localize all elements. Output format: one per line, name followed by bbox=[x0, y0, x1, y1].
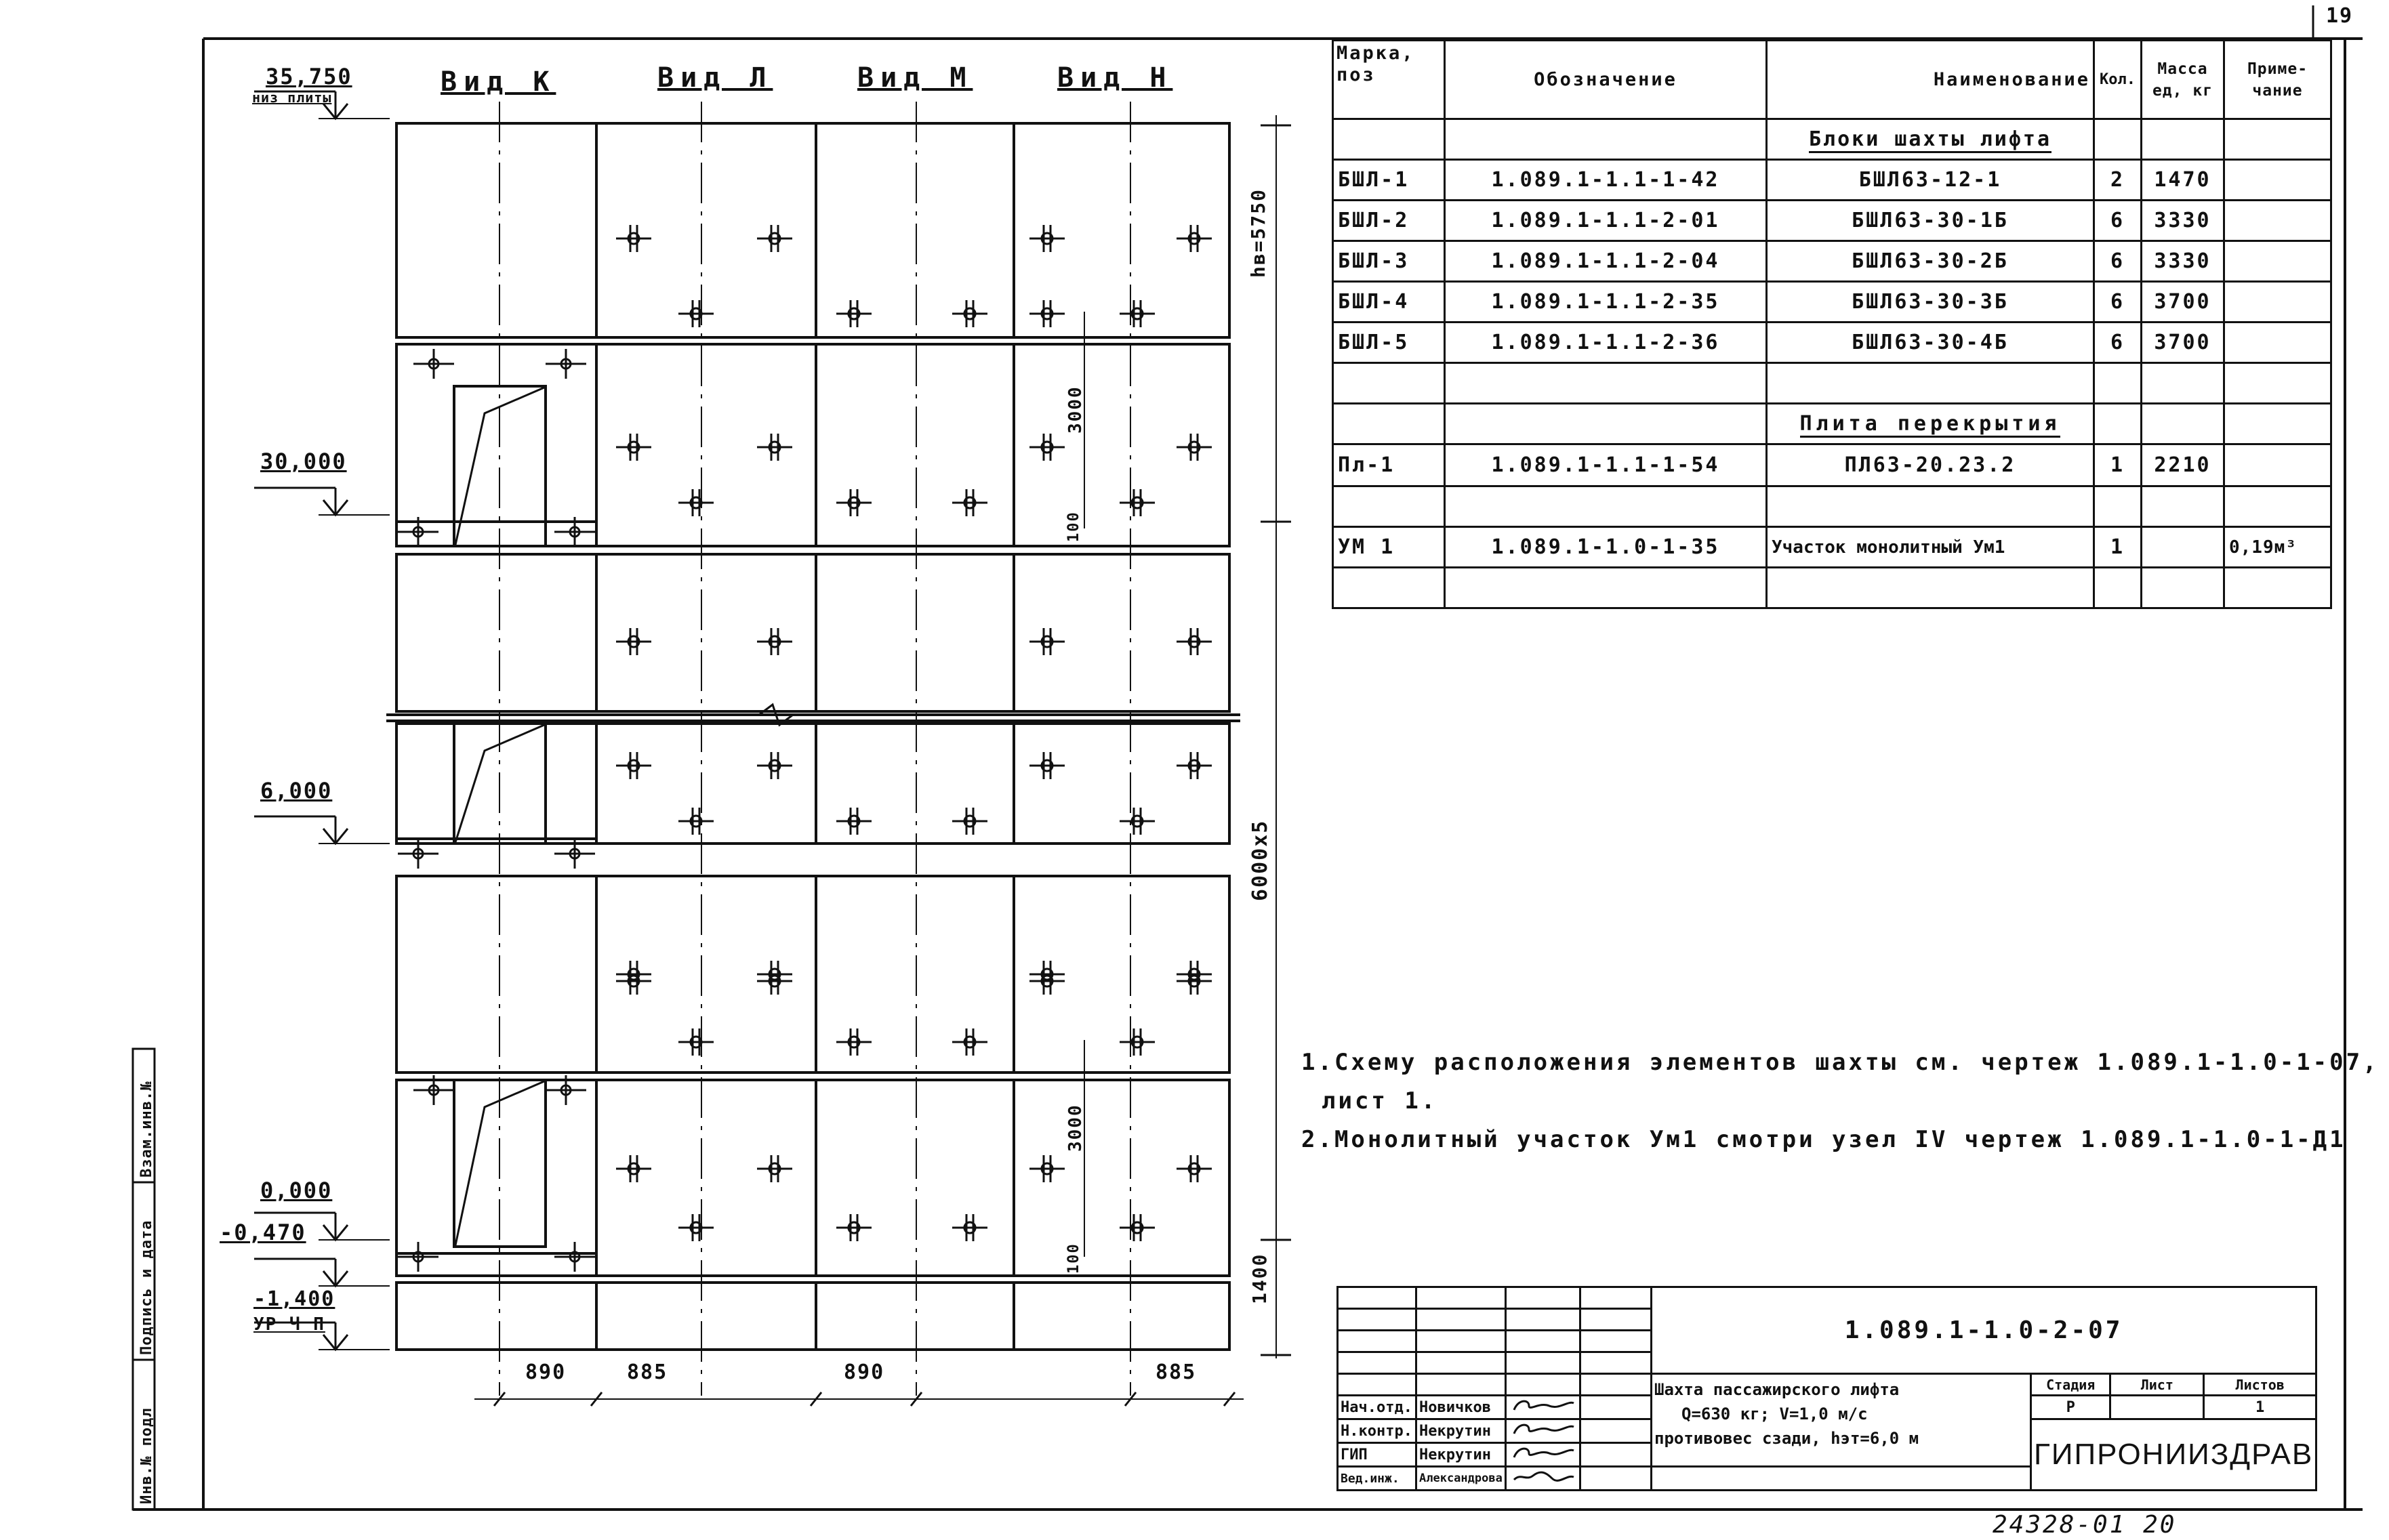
note-2: 2.Монолитный участок Ум1 смотри узел IV чертеж 1.089.1-1.0-1-Д1 bbox=[1301, 1126, 2346, 1153]
side-stamp-inv: Инв.№ подл bbox=[138, 1407, 155, 1504]
block-row bbox=[396, 344, 1229, 546]
anchor-symbol bbox=[836, 1214, 872, 1241]
row-name: ПЛ63-20.23.2 bbox=[1767, 444, 2094, 486]
embed-symbol bbox=[413, 349, 454, 379]
anchor-symbol bbox=[616, 752, 651, 779]
header-designation: Обозначение bbox=[1445, 41, 1767, 119]
anchor-symbol bbox=[616, 628, 651, 655]
row-qty: 2 bbox=[2094, 160, 2142, 201]
anchor-symbol bbox=[1177, 967, 1212, 995]
drawing-title bbox=[1652, 1374, 2031, 1467]
row-mark: Пл-1 bbox=[1333, 444, 1445, 486]
spec-row-bshl-5 bbox=[1333, 322, 2331, 363]
block-row bbox=[396, 876, 1229, 1073]
anchor-symbol bbox=[678, 300, 714, 327]
spec-row-pl-1 bbox=[1333, 444, 2331, 486]
elevation-30: 30,000 bbox=[260, 449, 347, 474]
anchor-symbol bbox=[1029, 752, 1065, 779]
anchor-symbol bbox=[1029, 628, 1065, 655]
row-qty: 1 bbox=[2094, 444, 2142, 486]
elevation-marker bbox=[254, 488, 390, 515]
dim-100-upper: 100 bbox=[1065, 511, 1082, 542]
block-row bbox=[396, 554, 1229, 711]
spec-row-bshl-1 bbox=[1333, 160, 2331, 201]
row-mass bbox=[2142, 527, 2224, 568]
sheets-value: 1 bbox=[2204, 1396, 2316, 1419]
anchor-symbol bbox=[836, 300, 872, 327]
archive-number: 24328-01 20 bbox=[1993, 1511, 2177, 1539]
spec-empty-row bbox=[1333, 568, 2331, 608]
stage-value: Р bbox=[2031, 1396, 2110, 1419]
view-label-l: Вид Л bbox=[657, 62, 773, 93]
anchor-symbol bbox=[952, 808, 987, 835]
dim-3000-lower: 3000 bbox=[1065, 1104, 1086, 1152]
row-mark: БШЛ-3 bbox=[1333, 241, 1445, 282]
role-3: ГИП bbox=[1338, 1443, 1416, 1467]
row-mass: 3700 bbox=[2142, 322, 2224, 363]
view-label-k: Вид К bbox=[441, 66, 556, 98]
anchor-symbol bbox=[1177, 1155, 1212, 1182]
elevation-top-note: низ плиты bbox=[252, 89, 332, 106]
signature-2 bbox=[1509, 1420, 1576, 1438]
side-stamp-sign: Подпись и дата bbox=[138, 1220, 155, 1355]
row-note bbox=[2224, 241, 2331, 282]
signature-1 bbox=[1509, 1396, 1576, 1414]
anchor-symbol bbox=[1120, 808, 1155, 835]
header-mark: Марка, поз bbox=[1333, 41, 1445, 119]
title-line-3: противовес сзади, hэт=6,0 м bbox=[1654, 1429, 1919, 1448]
row-mark: БШЛ-5 bbox=[1333, 322, 1445, 363]
row-name: БШЛ63-30-1Б bbox=[1767, 201, 2094, 241]
anchor-symbol bbox=[757, 225, 792, 252]
specification-table bbox=[1332, 39, 2332, 609]
block-row bbox=[396, 123, 1229, 337]
block-row bbox=[396, 724, 1229, 844]
anchor-symbol bbox=[952, 489, 987, 516]
anchor-symbol bbox=[616, 967, 651, 995]
side-stamp-replace: Взам.инв.№ bbox=[138, 1081, 155, 1178]
row-designation: 1.089.1-1.1-1-42 bbox=[1445, 160, 1767, 201]
name-4: Александрова bbox=[1416, 1467, 1506, 1491]
row-note bbox=[2224, 322, 2331, 363]
elevation-047: -0,470 bbox=[220, 1220, 306, 1245]
anchor-symbol bbox=[1120, 489, 1155, 516]
elevation-14-note: УР Ч П bbox=[253, 1314, 325, 1335]
anchor-symbol bbox=[952, 300, 987, 327]
row-mark: УМ 1 bbox=[1333, 527, 1445, 568]
signature-3 bbox=[1509, 1444, 1576, 1461]
anchor-symbol bbox=[678, 1028, 714, 1056]
row-mark: БШЛ-2 bbox=[1333, 201, 1445, 241]
role-1: Нач.отд. bbox=[1338, 1396, 1416, 1419]
spec-row-um-1 bbox=[1333, 527, 2331, 568]
view-label-m: Вид М bbox=[857, 62, 973, 93]
dim-height-top: hв=5750 bbox=[1247, 188, 1269, 278]
sheet-number: 19 bbox=[2326, 4, 2354, 28]
anchor-symbol bbox=[1029, 961, 1065, 988]
row-name: БШЛ63-30-2Б bbox=[1767, 241, 2094, 282]
anchor-symbol bbox=[1029, 434, 1065, 461]
embed-symbol bbox=[398, 1242, 438, 1272]
role-2: Н.контр. bbox=[1338, 1419, 1416, 1443]
anchor-symbol bbox=[616, 961, 651, 988]
row-qty: 6 bbox=[2094, 241, 2142, 282]
anchor-symbol bbox=[678, 1214, 714, 1241]
drawing-code: 1.089.1-1.0-2-07 bbox=[1652, 1287, 2316, 1374]
row-note bbox=[2224, 201, 2331, 241]
row-designation: 1.089.1-1.1-2-35 bbox=[1445, 282, 1767, 322]
anchor-symbol bbox=[1029, 300, 1065, 327]
note-1-cont: лист 1. bbox=[1322, 1087, 1438, 1115]
row-mass: 3700 bbox=[2142, 282, 2224, 322]
name-1: Новичков bbox=[1416, 1396, 1506, 1419]
anchor-symbol bbox=[616, 225, 651, 252]
dim-6000x5: 6000x5 bbox=[1248, 819, 1272, 901]
row-qty: 6 bbox=[2094, 322, 2142, 363]
anchor-symbol bbox=[678, 489, 714, 516]
anchor-symbol bbox=[757, 628, 792, 655]
row-note bbox=[2224, 444, 2331, 486]
section-title-blocks: Блоки шахты лифта bbox=[1809, 127, 2051, 153]
anchor-symbol bbox=[757, 961, 792, 988]
embed-symbol bbox=[554, 1242, 595, 1272]
spec-section-1 bbox=[1333, 119, 2331, 160]
anchor-symbol bbox=[836, 808, 872, 835]
elevation-0: 0,000 bbox=[260, 1178, 333, 1203]
row-mark: БШЛ-1 bbox=[1333, 160, 1445, 201]
anchor-symbol bbox=[757, 434, 792, 461]
row-note bbox=[2224, 282, 2331, 322]
organization: ГИПРОНИИЗДРАВ bbox=[2031, 1419, 2316, 1491]
row-designation: 1.089.1-1.1-1-54 bbox=[1445, 444, 1767, 486]
header-name: Наименование bbox=[1767, 41, 2094, 119]
title-line-2: Q=630 кг; V=1,0 м/с bbox=[1681, 1404, 1868, 1423]
row-name: БШЛ63-12-1 bbox=[1767, 160, 2094, 201]
row-designation: 1.089.1-1.1-2-04 bbox=[1445, 241, 1767, 282]
anchor-symbol bbox=[1120, 1214, 1155, 1241]
elevation-top: 35,750 bbox=[266, 64, 352, 89]
sheet-label: Лист bbox=[2110, 1374, 2204, 1396]
row-qty: 6 bbox=[2094, 282, 2142, 322]
anchor-symbol bbox=[836, 1028, 872, 1056]
spec-empty-row bbox=[1333, 486, 2331, 527]
row-name: Участок монолитный Ум1 bbox=[1767, 527, 2094, 568]
anchor-symbol bbox=[1177, 961, 1212, 988]
header-qty: Кол. bbox=[2094, 41, 2142, 119]
row-qty: 1 bbox=[2094, 527, 2142, 568]
signature-4 bbox=[1509, 1468, 1576, 1485]
block-row bbox=[396, 1283, 1229, 1350]
view-label-n: Вид Н bbox=[1057, 62, 1173, 93]
anchor-symbol bbox=[1177, 752, 1212, 779]
row-designation: 1.089.1-1.0-1-35 bbox=[1445, 527, 1767, 568]
row-name: БШЛ63-30-4Б bbox=[1767, 322, 2094, 363]
elevation-marker bbox=[254, 1259, 390, 1286]
anchor-symbol bbox=[952, 1028, 987, 1056]
sheet-value bbox=[2110, 1396, 2204, 1419]
header-note: Приме-чание bbox=[2224, 41, 2331, 119]
name-2: Некрутин bbox=[1416, 1419, 1506, 1443]
anchor-symbol bbox=[678, 808, 714, 835]
row-qty: 6 bbox=[2094, 201, 2142, 241]
anchor-symbol bbox=[1029, 1155, 1065, 1182]
header-mass: Масса ед, кг bbox=[2142, 41, 2224, 119]
role-4: Вед.инж. bbox=[1338, 1467, 1416, 1491]
anchor-symbol bbox=[1120, 1028, 1155, 1056]
row-name: БШЛ63-30-3Б bbox=[1767, 282, 2094, 322]
elevation-6: 6,000 bbox=[260, 778, 333, 804]
anchor-symbol bbox=[1177, 628, 1212, 655]
embed-symbol bbox=[546, 349, 586, 379]
anchor-symbol bbox=[836, 489, 872, 516]
anchor-symbol bbox=[1177, 225, 1212, 252]
row-mass: 2210 bbox=[2142, 444, 2224, 486]
elevation-blocks bbox=[386, 123, 1240, 1350]
spec-row-bshl-3 bbox=[1333, 241, 2331, 282]
anchor-symbol bbox=[757, 1155, 792, 1182]
spec-row-bshl-2 bbox=[1333, 201, 2331, 241]
dim-890-left: 890 bbox=[525, 1360, 567, 1384]
row-mass: 3330 bbox=[2142, 201, 2224, 241]
row-mark: БШЛ-4 bbox=[1333, 282, 1445, 322]
row-mass: 3330 bbox=[2142, 241, 2224, 282]
row-designation: 1.089.1-1.1-2-01 bbox=[1445, 201, 1767, 241]
anchor-symbol bbox=[616, 434, 651, 461]
section-title-slab: Плита перекрытия bbox=[1800, 412, 2061, 438]
name-3: Некрутин bbox=[1416, 1443, 1506, 1467]
anchor-marks bbox=[254, 91, 1291, 1406]
anchor-symbol bbox=[757, 752, 792, 779]
dim-100-lower: 100 bbox=[1065, 1243, 1082, 1274]
title-line-1: Шахта пассажирского лифта bbox=[1654, 1380, 1900, 1399]
stage-label: Стадия bbox=[2031, 1374, 2110, 1396]
anchor-symbol bbox=[1029, 225, 1065, 252]
spec-empty-row bbox=[1333, 363, 2331, 404]
spec-row-bshl-4 bbox=[1333, 282, 2331, 322]
dim-885-right: 885 bbox=[1156, 1360, 1197, 1384]
spec-header-row bbox=[1333, 41, 2331, 119]
dim-3000-upper: 3000 bbox=[1065, 386, 1086, 434]
anchor-symbol bbox=[757, 967, 792, 995]
anchor-symbol bbox=[952, 1214, 987, 1241]
dim-885-left: 885 bbox=[627, 1360, 668, 1384]
dim-1400: 1400 bbox=[1248, 1253, 1271, 1304]
anchor-symbol bbox=[1029, 967, 1065, 995]
note-1: 1.Схему расположения элементов шахты см. чертеж 1.089.1-1.0-1-07, bbox=[1301, 1049, 2380, 1076]
title-block bbox=[1336, 1286, 2317, 1491]
row-mass: 1470 bbox=[2142, 160, 2224, 201]
spec-section-2 bbox=[1333, 404, 2331, 444]
anchor-symbol bbox=[1120, 300, 1155, 327]
anchor-symbol bbox=[1177, 434, 1212, 461]
elevation-marker bbox=[254, 816, 390, 844]
anchor-symbol bbox=[616, 1155, 651, 1182]
elevation-14: -1,400 bbox=[253, 1287, 335, 1311]
dim-890-right: 890 bbox=[844, 1360, 885, 1384]
sheets-label: Листов bbox=[2204, 1374, 2316, 1396]
row-note: 0,19м³ bbox=[2224, 527, 2331, 568]
row-note bbox=[2224, 160, 2331, 201]
row-designation: 1.089.1-1.1-2-36 bbox=[1445, 322, 1767, 363]
